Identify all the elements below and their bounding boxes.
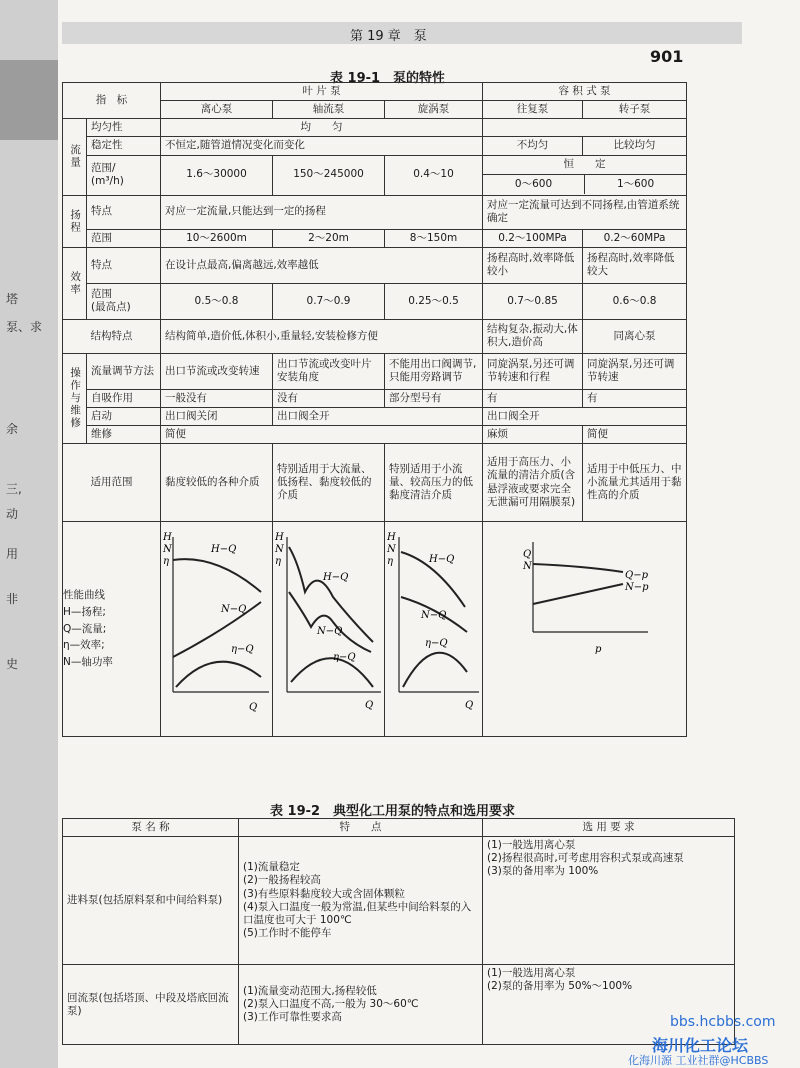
margin-char: 塔 xyxy=(6,292,19,306)
pump-feature: (1)流量变动范围大,扬程较低 (2)泵入口温度不高,一般为 30～60℃ (3)工作可靠性要求高 xyxy=(239,965,483,1045)
header-vortex: 旋涡泵 xyxy=(385,101,483,119)
axis-n: N xyxy=(387,544,396,555)
row-label: 范围 xyxy=(87,229,161,247)
axis-n: N xyxy=(163,544,172,555)
table-cell: 对应一定流量,只能达到一定的扬程 xyxy=(161,195,483,229)
header-pump-name: 泵 名 称 xyxy=(63,819,239,837)
table-cell: 同离心泵 xyxy=(583,319,687,353)
row-label: 自吸作用 xyxy=(87,389,161,407)
centrifugal-curve-chart xyxy=(161,522,273,732)
table-cell: 扬程高时,效率降低较大 xyxy=(583,247,687,283)
table-cell: 0.6～0.8 xyxy=(583,283,687,319)
header-feature: 特 点 xyxy=(239,819,483,837)
axis-h: H xyxy=(163,532,172,543)
curve-centrifugal xyxy=(161,522,273,737)
adjacent-page-block xyxy=(0,60,58,140)
label-eta-q: η−Q xyxy=(333,652,356,663)
row-label: 特点 xyxy=(87,195,161,229)
table-cell: 出口阀全开 xyxy=(483,407,687,425)
pump-requirement: (1)一般选用离心泵 (2)泵的备用率为 50%～100% xyxy=(483,965,735,1045)
h-q-curve xyxy=(173,559,261,592)
axis-n: N xyxy=(523,561,532,572)
curve-vortex xyxy=(385,522,483,737)
table-cell: 一般没有 xyxy=(161,389,273,407)
pump-name: 回流泵(包括塔顶、中段及塔底回流泵) xyxy=(63,965,239,1045)
n-q-curve xyxy=(289,592,371,652)
table-cell: 适用于高压力、小流量的清洁介质(含悬浮液或要求完全无泄漏可用隔膜泵) xyxy=(483,444,583,522)
label-n-p: N−p xyxy=(625,582,649,593)
axes xyxy=(287,537,381,692)
eta-q-curve xyxy=(403,653,467,687)
page-number: 901 xyxy=(650,47,684,66)
header-rotary: 转子泵 xyxy=(583,101,687,119)
curve-positive xyxy=(483,522,687,737)
axis-eta: η xyxy=(387,556,393,567)
curve-legend: 性能曲线 H—扬程; Q—流量; η—效率; N—轴功率 xyxy=(63,522,161,737)
table-cell: 同旋涡泵,另还可调节转速和行程 xyxy=(483,353,583,389)
label-eta-q: η−Q xyxy=(425,638,448,649)
table-cell: 不恒定,随管道情况变化而变化 xyxy=(161,137,483,155)
row-label: 稳定性 xyxy=(87,137,161,155)
label-n-q: N−Q xyxy=(317,626,343,637)
range-rotary: 1～600 xyxy=(616,177,655,190)
table-cell: 比较均匀 xyxy=(583,137,687,155)
row-label: 适用范围 xyxy=(63,444,161,522)
margin-char: 余 xyxy=(6,422,19,436)
table-cell: 0.2～60MPa xyxy=(583,229,687,247)
axis-p: p xyxy=(595,644,602,655)
margin-char: 非 xyxy=(6,592,19,606)
table-cell: 适用于中低压力、中小流量尤其适用于黏性高的介质 xyxy=(583,444,687,522)
pump-requirement: (1)一般选用离心泵 (2)扬程很高时,可考虑用容积式泵或高速泵 (3)泵的备用率为 100% xyxy=(483,837,735,965)
range-reciprocating: 0～600 xyxy=(483,175,585,194)
axis-q: Q xyxy=(365,700,374,711)
eta-q-curve xyxy=(291,658,373,687)
table-cell: 1.6～30000 xyxy=(161,155,273,195)
watermark-url: bbs.hcbbs.com xyxy=(670,1014,776,1030)
table-cell: 均 匀 xyxy=(161,119,483,137)
table-cell: 10～2600m xyxy=(161,229,273,247)
eta-q-curve xyxy=(176,662,261,687)
table-cell: 黏度较低的各种介质 xyxy=(161,444,273,522)
table-cell: 出口阀关闭 xyxy=(161,407,273,425)
q-p-curve xyxy=(533,564,623,572)
row-label: 特点 xyxy=(87,247,161,283)
pump-name: 进料泵(包括原料泵和中间给料泵) xyxy=(63,837,239,965)
row-label: 流量调节方法 xyxy=(87,353,161,389)
label-h-q: H−Q xyxy=(429,554,455,565)
group-efficiency: 效率 xyxy=(63,247,87,319)
watermark-name: 海川化工论坛 xyxy=(652,1036,749,1055)
margin-char: 用 xyxy=(6,547,19,561)
table-cell: 有 xyxy=(483,389,583,407)
table-cell: 特别适用于大流量、低扬程、黏度较低的介质 xyxy=(273,444,385,522)
header-axial: 轴流泵 xyxy=(273,101,385,119)
label-n-q: N−Q xyxy=(421,610,447,621)
table-cell: 不均匀 xyxy=(483,137,583,155)
table-cell: 对应一定流量可达到不同扬程,由管道系统确定 xyxy=(483,195,687,229)
table-cell: 在设计点最高,偏离越远,效率越低 xyxy=(161,247,483,283)
table-cell: 同旋涡泵,另还可调节转速 xyxy=(583,353,687,389)
table2-title: 表 19-2 典型化工用泵的特点和选用要求 xyxy=(270,804,516,819)
axis-h: H xyxy=(387,532,396,543)
table-cell: 有 xyxy=(583,389,687,407)
n-p-curve xyxy=(533,584,623,604)
table-cell: 结构复杂,振动大,体积大,造价高 xyxy=(483,319,583,353)
row-label: 启动 xyxy=(87,407,161,425)
table-cell: 出口节流或改变叶片安装角度 xyxy=(273,353,385,389)
table-cell: 0.4～10 xyxy=(385,155,483,195)
axis-q: Q xyxy=(465,700,474,711)
curve-axial xyxy=(273,522,385,737)
margin-char: 动 xyxy=(6,507,19,521)
table-cell: 没有 xyxy=(273,389,385,407)
axis-q: Q xyxy=(249,702,258,713)
header-centrifugal: 离心泵 xyxy=(161,101,273,119)
table-cell: 8～150m xyxy=(385,229,483,247)
label-n-q: N−Q xyxy=(221,604,247,615)
table-cell: 0.7～0.9 xyxy=(273,283,385,319)
group-flow: 流量 xyxy=(63,119,87,195)
table-cell: 0.2～100MPa xyxy=(483,229,583,247)
group-head: 扬程 xyxy=(63,195,87,247)
table-cell: 150～245000 xyxy=(273,155,385,195)
margin-char: 史 xyxy=(6,657,19,671)
table-cell xyxy=(483,119,687,137)
label-q-p: Q−p xyxy=(625,570,649,581)
header-requirement: 选 用 要 求 xyxy=(483,819,735,837)
vortex-curve-chart xyxy=(385,522,483,732)
label-h-q: H−Q xyxy=(211,544,237,555)
range-constant: 恒 定 xyxy=(483,156,686,174)
table-cell: 简便 xyxy=(161,425,483,443)
axis-eta: η xyxy=(163,556,169,567)
table-cell: 简便 xyxy=(583,425,687,443)
label-eta-q: η−Q xyxy=(231,644,254,655)
table-cell: 部分型号有 xyxy=(385,389,483,407)
table-cell: 结构简单,造价低,体积小,重量轻,安装检修方便 xyxy=(161,319,483,353)
table1-title: 表 19-1 泵的特性 xyxy=(330,71,446,86)
pump-characteristics-table xyxy=(62,82,687,737)
table-cell: 扬程高时,效率降低较小 xyxy=(483,247,583,283)
row-label: 范围/ (m³/h) xyxy=(87,155,161,195)
margin-char: 泵、求 xyxy=(6,320,43,334)
table-cell: 麻烦 xyxy=(483,425,583,443)
header-indicator: 指 标 xyxy=(63,83,161,119)
chemical-pump-table xyxy=(62,818,735,1045)
label-h-q: H−Q xyxy=(323,572,349,583)
table-row xyxy=(63,837,735,965)
watermark-tagline: 化海川源 工业社群@HCBBS xyxy=(628,1054,769,1067)
axial-curve-chart xyxy=(273,522,385,732)
adjacent-page xyxy=(0,0,58,1068)
margin-char: 三, xyxy=(6,482,22,496)
row-label: 维修 xyxy=(87,425,161,443)
pump-feature: (1)流量稳定 (2)一般扬程较高 (3)有些原料黏度较大或含固体颗粒 (4)泵入口温度一般为常温,但某些中间给料泵的入口温度也可大于 100℃ (5)工作时不能停车 xyxy=(239,837,483,965)
table-cell: 不能用出口阀调节,只能用旁路调节 xyxy=(385,353,483,389)
positive-curve-chart xyxy=(483,522,687,732)
row-label: 范围 (最高点) xyxy=(87,283,161,319)
axis-q: Q xyxy=(523,549,532,560)
row-label: 均匀性 xyxy=(87,119,161,137)
header-positive-pump: 容 积 式 泵 xyxy=(483,83,687,101)
axis-h: H xyxy=(275,532,284,543)
table-row xyxy=(63,965,735,1045)
table-cell xyxy=(483,155,687,195)
header-reciprocating: 往复泵 xyxy=(483,101,583,119)
group-operation: 操作与维修 xyxy=(63,353,87,443)
chapter-title: 第 19 章 泵 xyxy=(350,29,427,44)
axis-n: N xyxy=(275,544,284,555)
table-cell: 特别适用于小流量、较高压力的低黏度清洁介质 xyxy=(385,444,483,522)
table-cell: 出口阀全开 xyxy=(273,407,483,425)
table-cell: 0.5～0.8 xyxy=(161,283,273,319)
axis-eta: η xyxy=(275,556,281,567)
table-cell: 2～20m xyxy=(273,229,385,247)
row-label: 结构特点 xyxy=(63,319,161,353)
table-cell: 0.7～0.85 xyxy=(483,283,583,319)
table-cell: 出口节流或改变转速 xyxy=(161,353,273,389)
header-vane-pump: 叶 片 泵 xyxy=(161,83,483,101)
table-cell: 0.25～0.5 xyxy=(385,283,483,319)
